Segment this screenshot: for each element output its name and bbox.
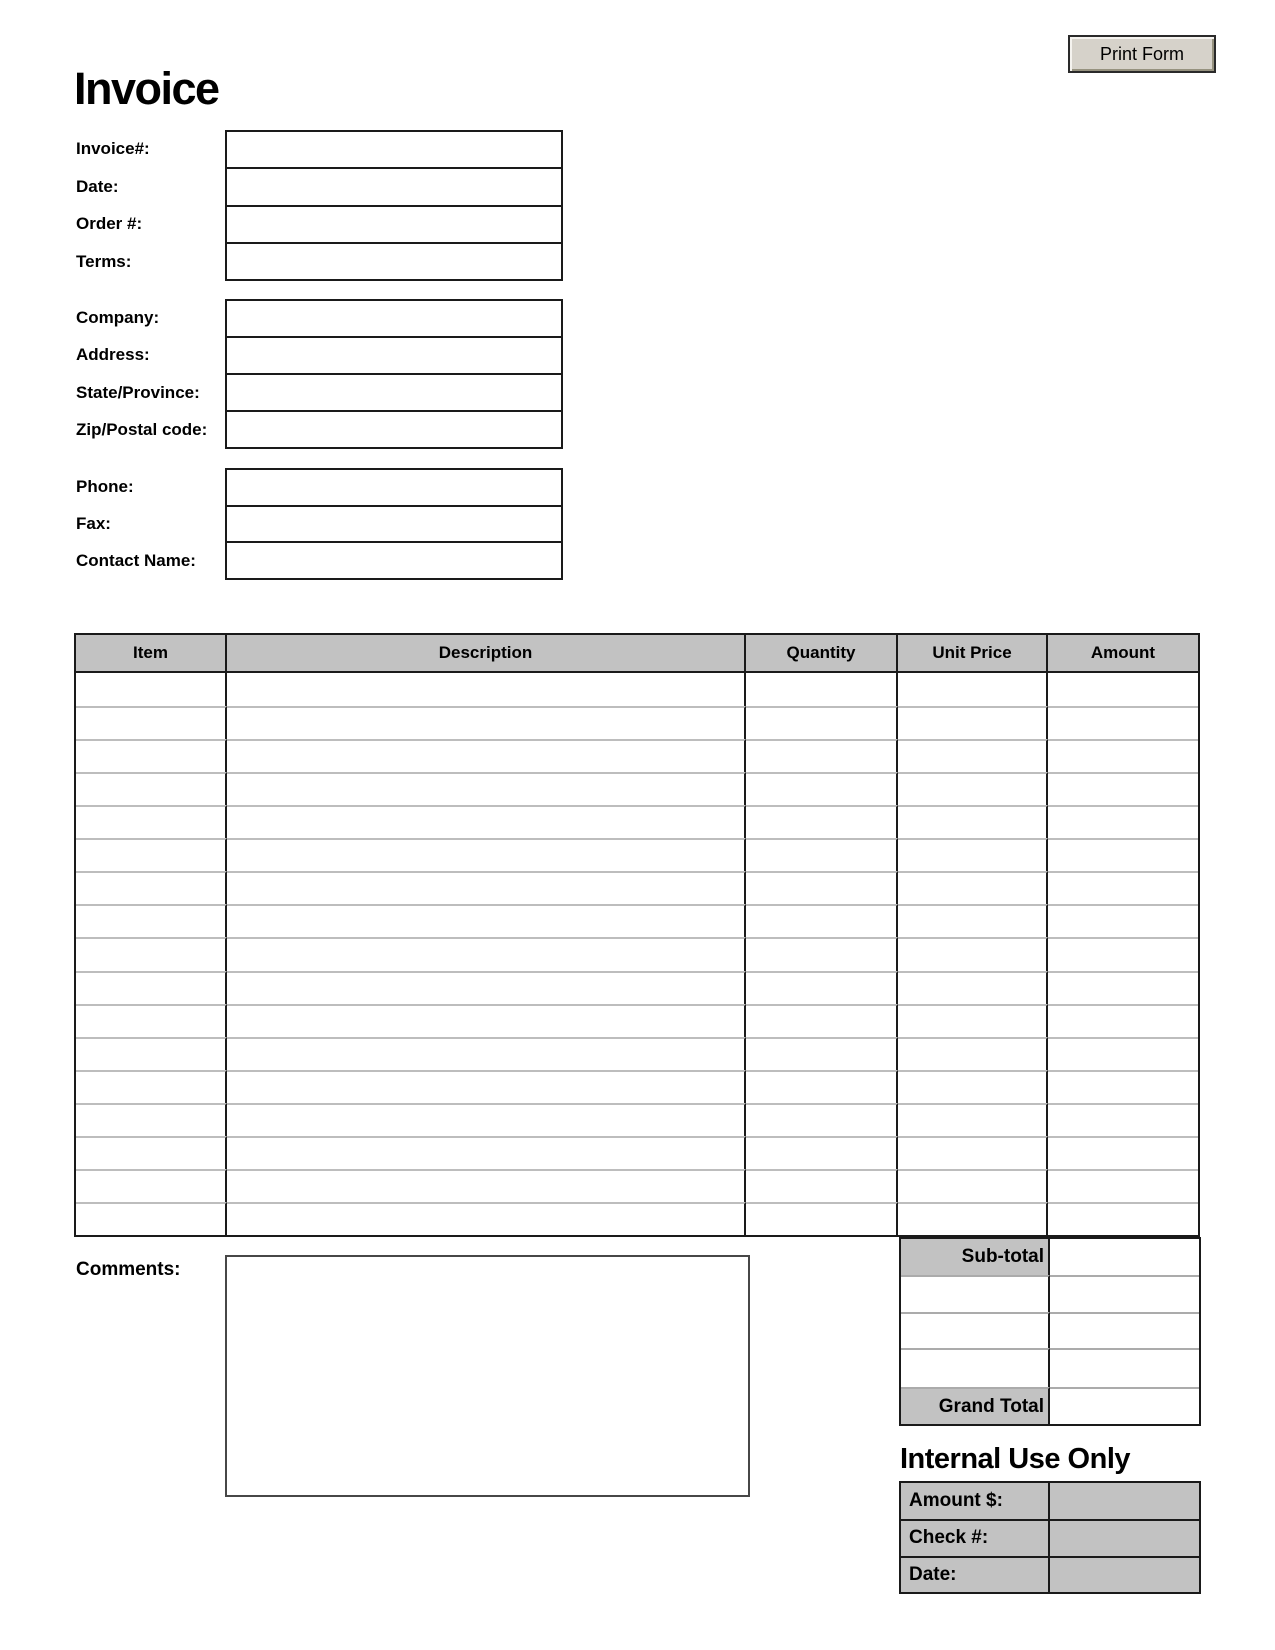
field-label-zip-postal-code: Zip/Postal code: (76, 420, 208, 440)
item-row-8-item-cell[interactable] (76, 904, 227, 937)
item-row-3-amount-cell[interactable] (1048, 739, 1198, 772)
field-input-address[interactable] (227, 336, 561, 373)
item-row-5-item-cell[interactable] (76, 805, 227, 838)
item-row-13-quantity-cell[interactable] (746, 1070, 898, 1103)
item-row-1-item-cell[interactable] (76, 673, 227, 706)
item-row-1-quantity-cell[interactable] (746, 673, 898, 706)
subtotal-label: Sub-total (901, 1239, 1050, 1275)
item-row-15-item-cell[interactable] (76, 1136, 227, 1169)
page-title: Invoice (74, 63, 219, 114)
item-row-4-unit-price-cell[interactable] (898, 772, 1048, 805)
field-group-2 (225, 299, 563, 449)
item-row-2-quantity-cell[interactable] (746, 706, 898, 739)
field-input-contact-name[interactable] (227, 541, 561, 578)
item-row-7-item-cell[interactable] (76, 871, 227, 904)
item-row-2-amount-cell[interactable] (1048, 706, 1198, 739)
item-row-17-unit-price-cell[interactable] (898, 1202, 1048, 1235)
item-row-15-quantity-cell[interactable] (746, 1136, 898, 1169)
item-row-6-quantity-cell[interactable] (746, 838, 898, 871)
item-row-6-description-cell[interactable] (227, 838, 746, 871)
item-row-7-amount-cell[interactable] (1048, 871, 1198, 904)
item-row-9-quantity-cell[interactable] (746, 937, 898, 970)
field-group-1 (225, 130, 563, 281)
item-row-14-unit-price-cell[interactable] (898, 1103, 1048, 1136)
field-input-fax[interactable] (227, 505, 561, 542)
item-row-16-description-cell[interactable] (227, 1169, 746, 1202)
item-row-13-item-cell[interactable] (76, 1070, 227, 1103)
item-row-2-description-cell[interactable] (227, 706, 746, 739)
field-label-fax: Fax: (76, 513, 111, 533)
field-input-state-province[interactable] (227, 373, 561, 410)
subtotal-value-cell[interactable] (1050, 1239, 1199, 1275)
item-row-6-unit-price-cell[interactable] (898, 838, 1048, 871)
field-input-date[interactable] (227, 167, 561, 204)
field-label-address: Address: (76, 345, 150, 365)
item-row-3-unit-price-cell[interactable] (898, 739, 1048, 772)
item-row-1-description-cell[interactable] (227, 673, 746, 706)
field-input-order[interactable] (227, 205, 561, 242)
item-row-6-amount-cell[interactable] (1048, 838, 1198, 871)
item-row-3-quantity-cell[interactable] (746, 739, 898, 772)
item-row-8-quantity-cell[interactable] (746, 904, 898, 937)
item-row-16-quantity-cell[interactable] (746, 1169, 898, 1202)
totals-blank-value-cell-3[interactable] (1050, 1348, 1199, 1387)
internal-row-check-value[interactable] (1050, 1519, 1199, 1555)
item-row-15-unit-price-cell[interactable] (898, 1136, 1048, 1169)
totals-blank-value-cell-1[interactable] (1050, 1275, 1199, 1312)
internal-use-table (899, 1481, 1201, 1594)
field-label-state-province: State/Province: (76, 382, 200, 402)
item-row-4-item-cell[interactable] (76, 772, 227, 805)
item-row-14-amount-cell[interactable] (1048, 1103, 1198, 1136)
item-row-12-quantity-cell[interactable] (746, 1037, 898, 1070)
item-row-7-quantity-cell[interactable] (746, 871, 898, 904)
field-group-3 (225, 468, 563, 580)
column-header-quantity: Quantity (746, 635, 898, 673)
field-label-terms: Terms: (76, 252, 132, 272)
field-label-company: Company: (76, 307, 160, 327)
item-row-8-amount-cell[interactable] (1048, 904, 1198, 937)
print-form-button[interactable]: Print Form (1068, 35, 1216, 73)
item-row-7-description-cell[interactable] (227, 871, 746, 904)
item-row-9-unit-price-cell[interactable] (898, 937, 1048, 970)
item-row-17-amount-cell[interactable] (1048, 1202, 1198, 1235)
item-row-11-item-cell[interactable] (76, 1004, 227, 1037)
item-row-4-description-cell[interactable] (227, 772, 746, 805)
item-row-8-unit-price-cell[interactable] (898, 904, 1048, 937)
item-row-14-description-cell[interactable] (227, 1103, 746, 1136)
item-row-2-unit-price-cell[interactable] (898, 706, 1048, 739)
column-header-item: Item (76, 635, 227, 673)
comments-label: Comments: (76, 1259, 181, 1280)
field-input-terms[interactable] (227, 242, 561, 279)
item-row-10-item-cell[interactable] (76, 971, 227, 1004)
item-row-3-item-cell[interactable] (76, 739, 227, 772)
items-table (74, 633, 1200, 1237)
item-row-9-item-cell[interactable] (76, 937, 227, 970)
item-row-13-description-cell[interactable] (227, 1070, 746, 1103)
item-row-10-quantity-cell[interactable] (746, 971, 898, 1004)
field-label-invoice: Invoice#: (76, 138, 150, 158)
item-row-11-quantity-cell[interactable] (746, 1004, 898, 1037)
item-row-5-unit-price-cell[interactable] (898, 805, 1048, 838)
item-row-17-item-cell[interactable] (76, 1202, 227, 1235)
grand-total-label: Grand Total (901, 1387, 1050, 1424)
field-input-invoice[interactable] (227, 132, 561, 167)
totals-blank-label-cell-2[interactable] (901, 1312, 1050, 1348)
item-row-4-quantity-cell[interactable] (746, 772, 898, 805)
internal-row-date-value[interactable] (1050, 1556, 1199, 1592)
item-row-3-description-cell[interactable] (227, 739, 746, 772)
item-row-16-amount-cell[interactable] (1048, 1169, 1198, 1202)
item-row-6-item-cell[interactable] (76, 838, 227, 871)
grand-total-value-cell[interactable] (1050, 1387, 1199, 1424)
field-label-phone: Phone: (76, 476, 134, 496)
item-row-13-unit-price-cell[interactable] (898, 1070, 1048, 1103)
item-row-12-description-cell[interactable] (227, 1037, 746, 1070)
field-input-zip-postal-code[interactable] (227, 410, 561, 447)
item-row-5-quantity-cell[interactable] (746, 805, 898, 838)
item-row-12-unit-price-cell[interactable] (898, 1037, 1048, 1070)
item-row-11-description-cell[interactable] (227, 1004, 746, 1037)
field-label-date: Date: (76, 176, 119, 196)
item-row-1-unit-price-cell[interactable] (898, 673, 1048, 706)
item-row-1-amount-cell[interactable] (1048, 673, 1198, 706)
item-row-4-amount-cell[interactable] (1048, 772, 1198, 805)
item-row-17-description-cell[interactable] (227, 1202, 746, 1235)
item-row-10-description-cell[interactable] (227, 971, 746, 1004)
item-row-11-amount-cell[interactable] (1048, 1004, 1198, 1037)
item-row-12-item-cell[interactable] (76, 1037, 227, 1070)
item-row-9-description-cell[interactable] (227, 937, 746, 970)
item-row-7-unit-price-cell[interactable] (898, 871, 1048, 904)
comments-textarea[interactable] (225, 1255, 750, 1497)
field-input-company[interactable] (227, 301, 561, 336)
field-input-phone[interactable] (227, 470, 561, 505)
item-row-14-item-cell[interactable] (76, 1103, 227, 1136)
field-label-order: Order #: (76, 214, 143, 234)
item-row-12-amount-cell[interactable] (1048, 1037, 1198, 1070)
internal-row-check-label: Check #: (901, 1519, 1050, 1555)
column-header-description: Description (227, 635, 746, 673)
item-row-9-amount-cell[interactable] (1048, 937, 1198, 970)
item-row-15-amount-cell[interactable] (1048, 1136, 1198, 1169)
item-row-8-description-cell[interactable] (227, 904, 746, 937)
column-header-amount: Amount (1048, 635, 1198, 673)
internal-row-amount-value[interactable] (1050, 1483, 1199, 1519)
column-header-unit-price: Unit Price (898, 635, 1048, 673)
totals-blank-label-cell-3[interactable] (901, 1348, 1050, 1387)
internal-row-date-label: Date: (901, 1556, 1050, 1592)
item-row-17-quantity-cell[interactable] (746, 1202, 898, 1235)
item-row-10-unit-price-cell[interactable] (898, 971, 1048, 1004)
totals-section (899, 1237, 1201, 1426)
internal-row-amount-label: Amount $: (901, 1483, 1050, 1519)
totals-blank-label-cell-1[interactable] (901, 1275, 1050, 1312)
internal-use-heading: Internal Use Only (900, 1443, 1131, 1475)
item-row-10-amount-cell[interactable] (1048, 971, 1198, 1004)
totals-blank-value-cell-2[interactable] (1050, 1312, 1199, 1348)
item-row-15-description-cell[interactable] (227, 1136, 746, 1169)
item-row-16-item-cell[interactable] (76, 1169, 227, 1202)
item-row-2-item-cell[interactable] (76, 706, 227, 739)
item-row-5-description-cell[interactable] (227, 805, 746, 838)
item-row-11-unit-price-cell[interactable] (898, 1004, 1048, 1037)
item-row-16-unit-price-cell[interactable] (898, 1169, 1048, 1202)
item-row-13-amount-cell[interactable] (1048, 1070, 1198, 1103)
item-row-5-amount-cell[interactable] (1048, 805, 1198, 838)
item-row-14-quantity-cell[interactable] (746, 1103, 898, 1136)
field-label-contact-name: Contact Name: (76, 551, 196, 571)
